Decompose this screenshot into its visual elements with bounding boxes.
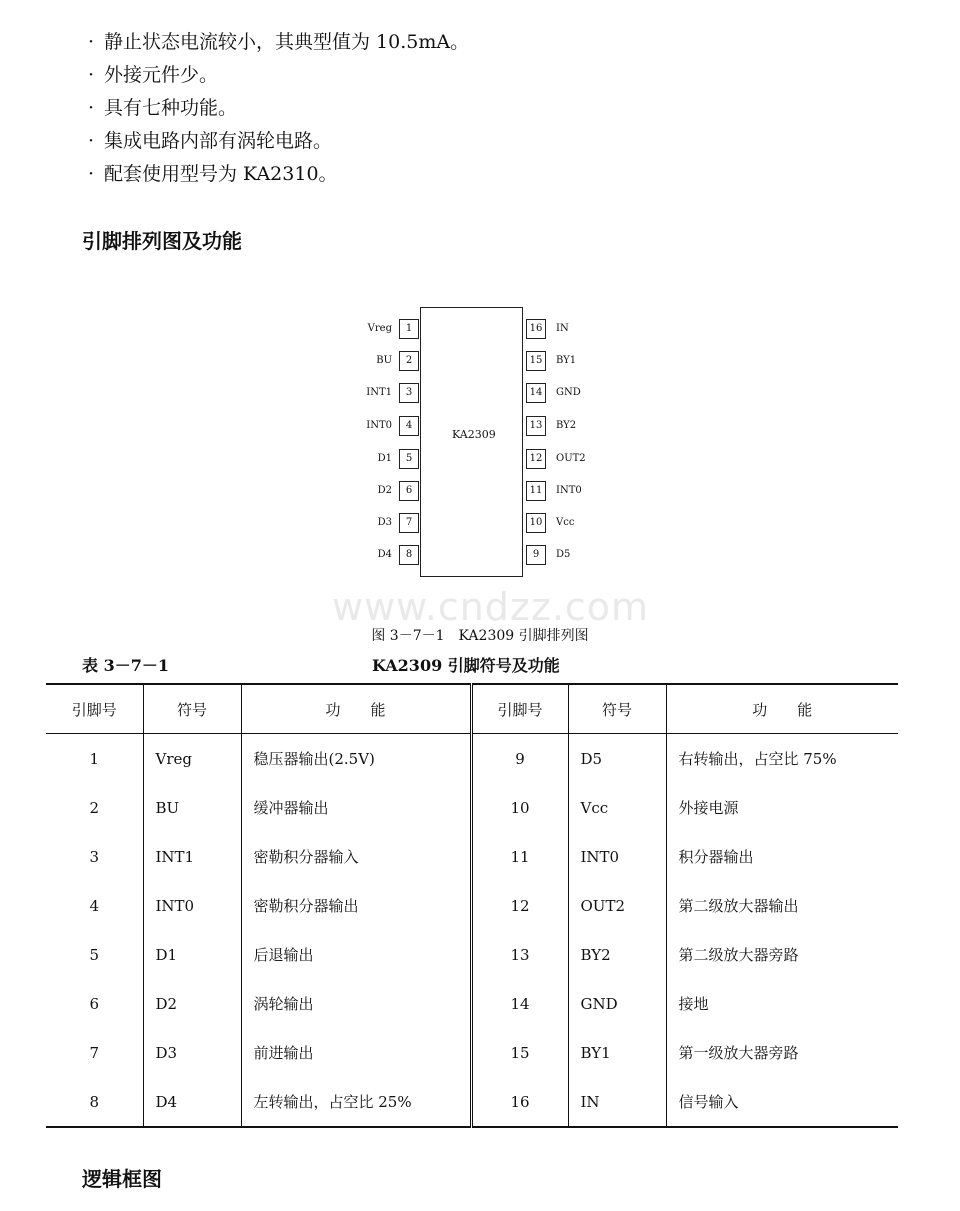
- pin-box: 14: [526, 383, 546, 403]
- table-row: [46, 783, 898, 832]
- pin-box: 16: [526, 319, 546, 339]
- pin-number-cell: 16: [471, 1077, 568, 1127]
- column-header: 引脚号: [471, 684, 568, 734]
- table-title: KA2309 引脚符号及功能: [372, 656, 560, 675]
- pin-number-cell: 12: [471, 881, 568, 930]
- pin-box: 7: [399, 513, 419, 533]
- pin-name: D1: [377, 453, 392, 464]
- symbol-cell: BU: [143, 783, 241, 832]
- pin-name: BY1: [556, 355, 577, 366]
- pin-box: 2: [399, 351, 419, 371]
- pin-number-cell: 4: [46, 881, 143, 930]
- watermark: www.cndzz.com: [332, 585, 650, 629]
- pin-number-cell: 13: [471, 930, 568, 979]
- symbol-cell: D3: [143, 1028, 241, 1077]
- symbol-cell: Vreg: [143, 734, 241, 784]
- pin-number-cell: 10: [471, 783, 568, 832]
- pin-function-table: [46, 683, 898, 1128]
- symbol-cell: OUT2: [568, 881, 666, 930]
- pin-name: Vcc: [556, 517, 575, 528]
- column-header: 功 能: [241, 684, 471, 734]
- pin-box: 13: [526, 416, 546, 436]
- pin-box: 5: [399, 449, 419, 469]
- symbol-cell: INT1: [143, 832, 241, 881]
- symbol-cell: INT0: [568, 832, 666, 881]
- pin-box: 8: [399, 545, 419, 565]
- symbol-cell: GND: [568, 979, 666, 1028]
- symbol-cell: IN: [568, 1077, 666, 1127]
- function-cell: 接地: [678, 995, 709, 1013]
- pin-number-cell: 14: [471, 979, 568, 1028]
- symbol-cell: Vcc: [568, 783, 666, 832]
- chip-label: KA2309: [452, 428, 496, 441]
- pin-box: 3: [399, 383, 419, 403]
- pin-name: Vreg: [367, 323, 392, 334]
- pin-number-cell: 1: [46, 734, 143, 784]
- table-number: 表 3－7－1: [82, 656, 169, 675]
- feature-item: · 配套使用型号为 KA2310。: [88, 163, 338, 185]
- function-cell: 第一级放大器旁路: [678, 1044, 799, 1062]
- function-cell: 外接电源: [678, 799, 739, 817]
- column-header: 引脚号: [46, 684, 143, 734]
- table-row: [46, 832, 898, 881]
- table-row: [46, 881, 898, 930]
- table-row: [46, 930, 898, 979]
- table-row: [46, 1077, 898, 1127]
- pin-box: 15: [526, 351, 546, 371]
- function-cell: 缓冲器输出: [241, 783, 471, 832]
- symbol-cell: BY1: [568, 1028, 666, 1077]
- pin-name: D3: [377, 517, 392, 528]
- pin-name: INT0: [366, 420, 392, 431]
- function-cell: 第二级放大器旁路: [678, 946, 799, 964]
- pin-number-cell: 5: [46, 930, 143, 979]
- pin-number-cell: 15: [471, 1028, 568, 1077]
- feature-item: · 具有七种功能。: [88, 97, 238, 119]
- function-cell: 右转输出，占空比 75%: [678, 750, 837, 768]
- function-cell: 积分器输出: [678, 848, 754, 866]
- pin-number-cell: 3: [46, 832, 143, 881]
- pin-box: 4: [399, 416, 419, 436]
- pin-name: OUT2: [556, 453, 586, 464]
- pin-box: 10: [526, 513, 546, 533]
- column-header: 功 能: [666, 684, 898, 734]
- pin-name: D4: [377, 549, 392, 560]
- pin-name: IN: [556, 323, 569, 334]
- feature-list: [88, 26, 469, 191]
- table-header-row: [46, 684, 898, 734]
- function-cell: 密勒积分器输出: [241, 881, 471, 930]
- symbol-cell: INT0: [143, 881, 241, 930]
- table-row: [46, 979, 898, 1028]
- section-heading-logic: 逻辑框图: [82, 1167, 162, 1191]
- function-cell: 涡轮输出: [241, 979, 471, 1028]
- pin-name: GND: [556, 387, 581, 398]
- function-cell: 密勒积分器输入: [241, 832, 471, 881]
- feature-item: · 集成电路内部有涡轮电路。: [88, 130, 333, 152]
- pin-box: 6: [399, 481, 419, 501]
- chip-body: [420, 307, 523, 577]
- pin-name: INT1: [366, 387, 392, 398]
- pin-box: 12: [526, 449, 546, 469]
- table-row: [46, 1028, 898, 1077]
- feature-item: · 外接元件少。: [88, 64, 219, 86]
- pin-number-cell: 8: [46, 1077, 143, 1127]
- pin-name: BY2: [556, 420, 577, 431]
- function-cell: 后退输出: [241, 930, 471, 979]
- section-heading-pins: 引脚排列图及功能: [82, 229, 242, 253]
- column-header: 符号: [568, 684, 666, 734]
- pin-name: D2: [377, 485, 392, 496]
- column-header: 符号: [143, 684, 241, 734]
- pin-number-cell: 2: [46, 783, 143, 832]
- pin-box: 1: [399, 319, 419, 339]
- function-cell: 左转输出，占空比 25%: [241, 1077, 471, 1127]
- function-cell: 稳压器输出(2.5V): [241, 734, 471, 784]
- pin-name: D5: [556, 549, 571, 560]
- function-cell: 信号输入: [678, 1093, 739, 1111]
- symbol-cell: D5: [568, 734, 666, 784]
- pin-box: 9: [526, 545, 546, 565]
- function-cell: 第二级放大器输出: [678, 897, 799, 915]
- pin-box: 11: [526, 481, 546, 501]
- pin-number-cell: 9: [471, 734, 568, 784]
- pin-number-cell: 6: [46, 979, 143, 1028]
- symbol-cell: D1: [143, 930, 241, 979]
- pin-name: BU: [376, 355, 392, 366]
- symbol-cell: BY2: [568, 930, 666, 979]
- figure-caption: 图 3－7－1 KA2309 引脚排列图: [371, 628, 589, 644]
- pin-number-cell: 7: [46, 1028, 143, 1077]
- pin-name: INT0: [556, 485, 582, 496]
- symbol-cell: D2: [143, 979, 241, 1028]
- table-row: [46, 734, 898, 784]
- symbol-cell: D4: [143, 1077, 241, 1127]
- pin-number-cell: 11: [471, 832, 568, 881]
- feature-item: · 静止状态电流较小，其典型值为 10.5mA。: [88, 31, 470, 53]
- function-cell: 前进输出: [241, 1028, 471, 1077]
